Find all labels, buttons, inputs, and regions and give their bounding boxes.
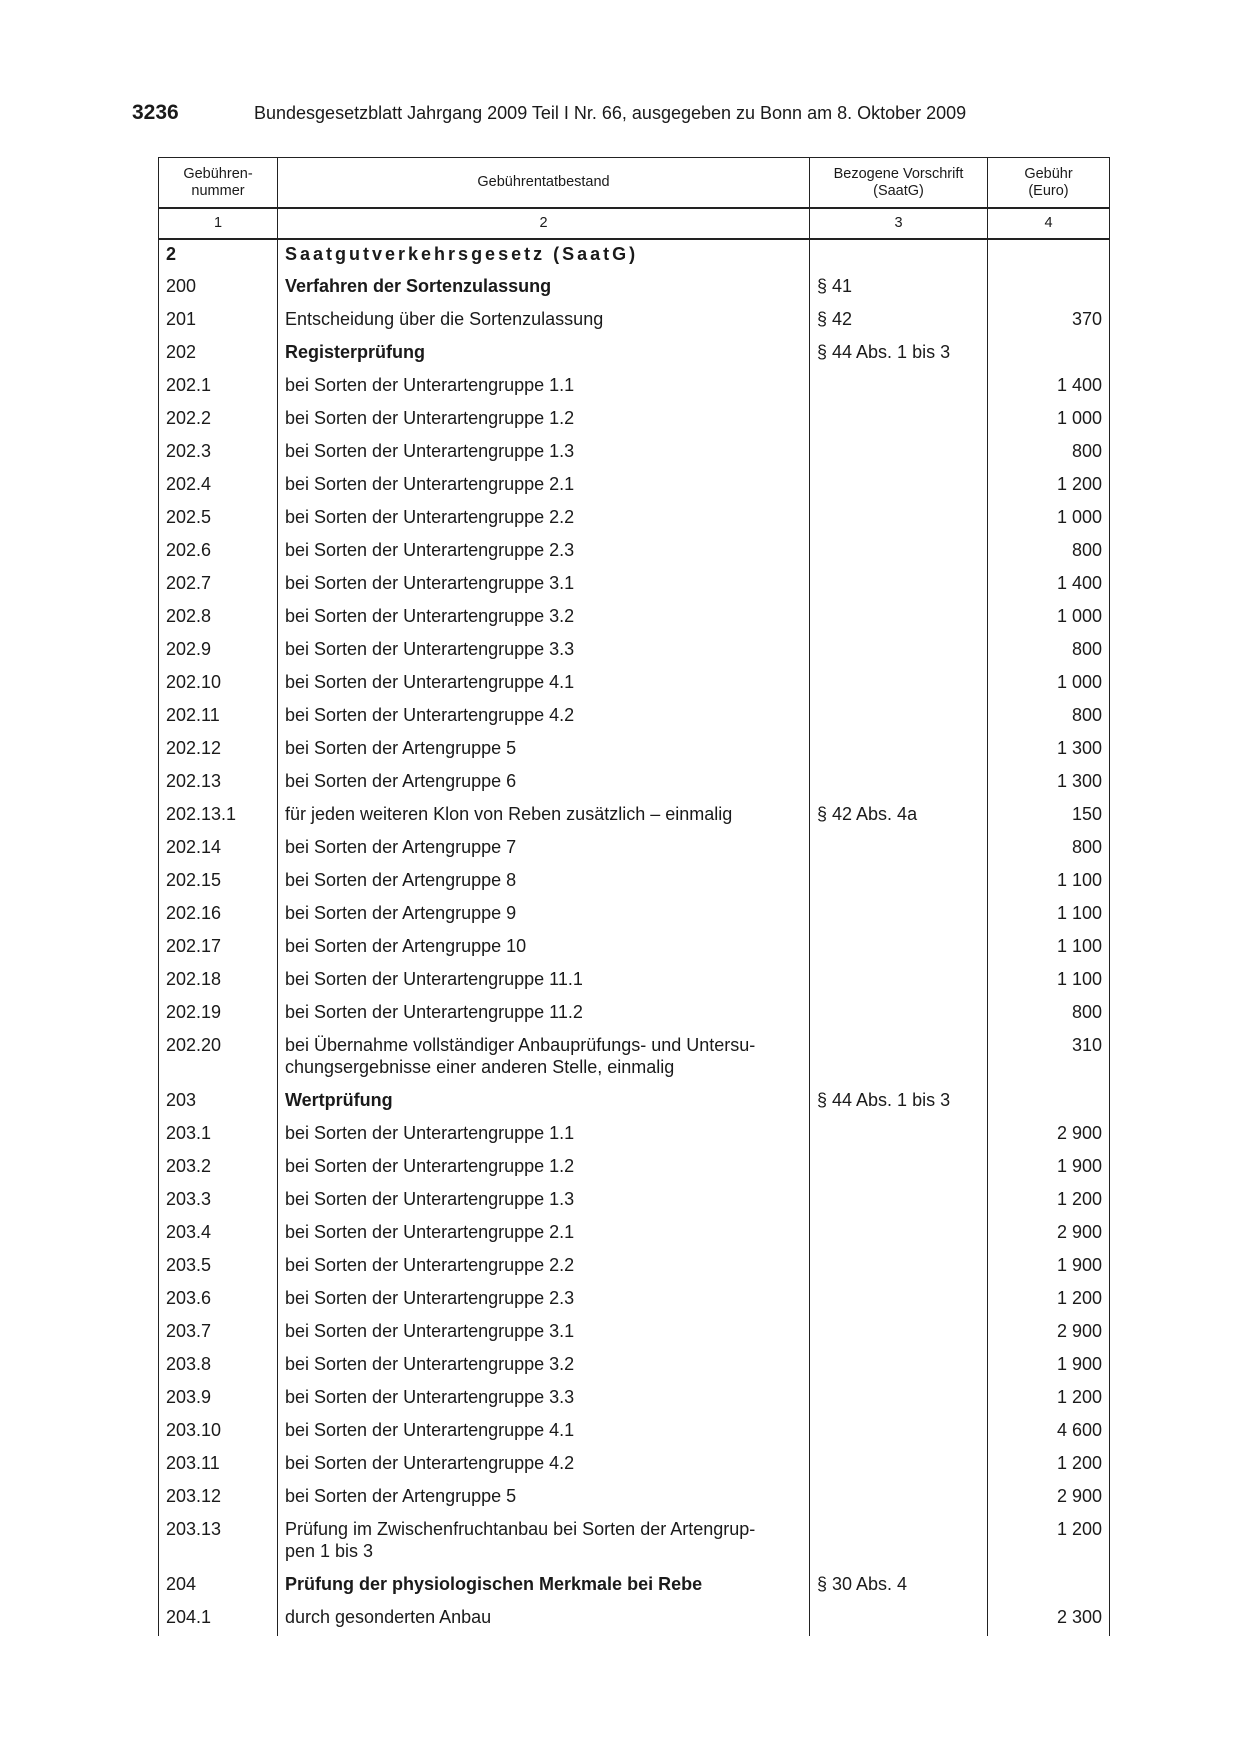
fee-amount-cell: 1 000: [988, 404, 1110, 437]
table-row: [159, 800, 1110, 833]
fee-number-cell: 200: [159, 272, 278, 305]
fee-number-cell: 202.6: [159, 536, 278, 569]
fee-description-cell: Prüfung im Zwischenfruchtanbau bei Sorten der Artengrup- pen 1 bis 3: [278, 1515, 810, 1570]
table-row: [159, 1317, 1110, 1350]
table-row: [159, 305, 1110, 338]
fee-reference-cell: [810, 1251, 988, 1284]
fee-amount-cell: 800: [988, 536, 1110, 569]
fee-number-cell: 202.14: [159, 833, 278, 866]
fee-number-cell: 203.12: [159, 1482, 278, 1515]
fee-number-cell: 202.20: [159, 1031, 278, 1086]
table-header-row: [159, 158, 1110, 209]
fee-description-cell: bei Sorten der Unterartengruppe 4.1: [278, 1416, 810, 1449]
table-row: [159, 1185, 1110, 1218]
fee-amount-cell: 1 900: [988, 1350, 1110, 1383]
fee-reference-cell: [810, 866, 988, 899]
fee-description-cell: bei Sorten der Artengruppe 9: [278, 899, 810, 932]
fee-number-cell: 203: [159, 1086, 278, 1119]
fee-description-cell: bei Sorten der Unterartengruppe 1.1: [278, 371, 810, 404]
fee-description-cell: Verfahren der Sortenzulassung: [278, 272, 810, 305]
fee-reference-cell: [810, 1383, 988, 1416]
fee-number-cell: 202.13.1: [159, 800, 278, 833]
fee-reference-cell: [810, 1416, 988, 1449]
fee-reference-cell: § 30 Abs. 4: [810, 1570, 988, 1603]
table-row: [159, 1515, 1110, 1570]
table-row: [159, 1218, 1110, 1251]
fee-reference-cell: [810, 1119, 988, 1152]
fee-description-cell: bei Sorten der Unterartengruppe 2.3: [278, 536, 810, 569]
fee-description-cell: bei Sorten der Artengruppe 7: [278, 833, 810, 866]
table-row: [159, 1119, 1110, 1152]
fee-reference-cell: [810, 1603, 988, 1636]
table-row: [159, 569, 1110, 602]
table-row: [159, 470, 1110, 503]
fee-reference-cell: [810, 1449, 988, 1482]
table-row: [159, 734, 1110, 767]
column-header-number: [159, 158, 278, 209]
column-number: 4: [988, 208, 1110, 239]
fee-amount-cell: 1 200: [988, 470, 1110, 503]
fee-amount-cell: 1 100: [988, 965, 1110, 998]
fee-amount-cell: 2 900: [988, 1317, 1110, 1350]
fee-amount-cell: [988, 1570, 1110, 1603]
fee-reference-cell: [810, 833, 988, 866]
fee-amount-cell: 800: [988, 833, 1110, 866]
fee-amount-cell: 310: [988, 1031, 1110, 1086]
table-row: [159, 866, 1110, 899]
table-row: [159, 1350, 1110, 1383]
table-row: [159, 998, 1110, 1031]
fee-amount-cell: [988, 239, 1110, 272]
column-header-line: (SaatG): [873, 182, 924, 199]
fee-amount-cell: 1 200: [988, 1449, 1110, 1482]
fee-amount-cell: 800: [988, 437, 1110, 470]
table-row: [159, 503, 1110, 536]
fee-reference-cell: [810, 965, 988, 998]
fee-number-cell: 202.17: [159, 932, 278, 965]
fee-description-cell: Registerprüfung: [278, 338, 810, 371]
fee-reference-cell: [810, 668, 988, 701]
table-row: [159, 833, 1110, 866]
fee-number-cell: 203.7: [159, 1317, 278, 1350]
fee-reference-cell: [810, 1317, 988, 1350]
fee-description-cell: bei Sorten der Unterartengruppe 2.3: [278, 1284, 810, 1317]
fee-amount-cell: 2 900: [988, 1218, 1110, 1251]
fee-number-cell: 202.4: [159, 470, 278, 503]
fee-reference-cell: [810, 734, 988, 767]
fee-description-cell: bei Sorten der Unterartengruppe 4.1: [278, 668, 810, 701]
fee-reference-cell: [810, 239, 988, 272]
fee-description-cell: bei Sorten der Artengruppe 6: [278, 767, 810, 800]
fee-description-cell: bei Sorten der Unterartengruppe 3.2: [278, 602, 810, 635]
fee-reference-cell: [810, 899, 988, 932]
fee-number-cell: 202.3: [159, 437, 278, 470]
table-row: [159, 932, 1110, 965]
fee-reference-cell: [810, 569, 988, 602]
fee-reference-cell: [810, 371, 988, 404]
fee-description-cell: bei Sorten der Artengruppe 5: [278, 734, 810, 767]
table-row: [159, 1449, 1110, 1482]
table-row: [159, 635, 1110, 668]
column-header-line: Gebühr: [1024, 165, 1073, 182]
table-row: [159, 1482, 1110, 1515]
fee-number-cell: 2: [159, 239, 278, 272]
fee-reference-cell: [810, 503, 988, 536]
fee-reference-cell: [810, 1031, 988, 1086]
fee-number-cell: 202.19: [159, 998, 278, 1031]
fee-description-cell: bei Sorten der Unterartengruppe 3.1: [278, 1317, 810, 1350]
fee-reference-cell: § 42: [810, 305, 988, 338]
table-row: [159, 437, 1110, 470]
fee-description-cell: für jeden weiteren Klon von Reben zusätzlich – einmalig: [278, 800, 810, 833]
fee-number-cell: 203.8: [159, 1350, 278, 1383]
fee-reference-cell: [810, 536, 988, 569]
fee-amount-cell: 1 200: [988, 1383, 1110, 1416]
fee-reference-cell: [810, 701, 988, 734]
fee-amount-cell: [988, 1086, 1110, 1119]
fee-number-cell: 203.11: [159, 1449, 278, 1482]
table-row: [159, 1383, 1110, 1416]
fee-reference-cell: [810, 998, 988, 1031]
fee-description-cell: Prüfung der physiologischen Merkmale bei Rebe: [278, 1570, 810, 1603]
fee-number-cell: 203.3: [159, 1185, 278, 1218]
fee-amount-cell: 1 000: [988, 602, 1110, 635]
table-row: [159, 701, 1110, 734]
fee-number-cell: 203.4: [159, 1218, 278, 1251]
fee-amount-cell: 370: [988, 305, 1110, 338]
table-row: [159, 965, 1110, 998]
fee-description-cell: Wertprüfung: [278, 1086, 810, 1119]
fee-description-cell: bei Sorten der Unterartengruppe 1.1: [278, 1119, 810, 1152]
column-header-line: (Euro): [1028, 182, 1069, 199]
fee-reference-cell: [810, 404, 988, 437]
fee-amount-cell: 800: [988, 998, 1110, 1031]
column-header-description: [278, 158, 810, 209]
fee-number-cell: 203.1: [159, 1119, 278, 1152]
column-number: 1: [159, 208, 278, 239]
column-number: 2: [278, 208, 810, 239]
table-row: [159, 1416, 1110, 1449]
fee-number-cell: 204.1: [159, 1603, 278, 1636]
fee-description-cell: bei Übernahme vollständiger Anbauprüfungs- und Untersu- chungsergebnisse einer anderen Stelle, einmalig: [278, 1031, 810, 1086]
column-number-row: [159, 208, 1110, 239]
fee-description-cell: bei Sorten der Unterartengruppe 3.1: [278, 569, 810, 602]
fee-number-cell: 202.12: [159, 734, 278, 767]
fee-number-cell: 202.11: [159, 701, 278, 734]
fee-number-cell: 202.18: [159, 965, 278, 998]
table-row: [159, 602, 1110, 635]
column-header-reference: [810, 158, 988, 209]
fee-description-cell: Saatgutverkehrsgesetz (SaatG): [278, 239, 810, 272]
table-row: [159, 899, 1110, 932]
fee-amount-cell: 1 100: [988, 899, 1110, 932]
table-row: [159, 1284, 1110, 1317]
column-number: 3: [810, 208, 988, 239]
fee-number-cell: 202: [159, 338, 278, 371]
fee-number-cell: 203.5: [159, 1251, 278, 1284]
column-header-line: Gebührentatbestand: [477, 174, 610, 190]
fee-amount-cell: [988, 338, 1110, 371]
fee-amount-cell: [988, 272, 1110, 305]
fee-number-cell: 203.9: [159, 1383, 278, 1416]
fee-reference-cell: [810, 1482, 988, 1515]
fee-amount-cell: 1 400: [988, 371, 1110, 404]
fee-reference-cell: [810, 1350, 988, 1383]
table-row: [159, 1031, 1110, 1086]
fee-description-cell: bei Sorten der Unterartengruppe 3.3: [278, 635, 810, 668]
fee-reference-cell: § 44 Abs. 1 bis 3: [810, 1086, 988, 1119]
fee-amount-cell: 1 000: [988, 503, 1110, 536]
table-row: [159, 1086, 1110, 1119]
fee-amount-cell: 1 300: [988, 734, 1110, 767]
fee-description-cell: Entscheidung über die Sortenzulassung: [278, 305, 810, 338]
fee-description-cell: bei Sorten der Unterartengruppe 11.2: [278, 998, 810, 1031]
fee-number-cell: 202.15: [159, 866, 278, 899]
table-row: [159, 1603, 1110, 1636]
fee-reference-cell: [810, 932, 988, 965]
column-header-line: Gebühren-: [183, 165, 253, 182]
fee-description-cell: bei Sorten der Unterartengruppe 4.2: [278, 701, 810, 734]
fee-amount-cell: 1 100: [988, 866, 1110, 899]
fee-reference-cell: [810, 1284, 988, 1317]
running-head: Bundesgesetzblatt Jahrgang 2009 Teil I Nr. 66, ausgegeben zu Bonn am 8. Oktober 2009: [254, 103, 967, 123]
fee-amount-cell: 4 600: [988, 1416, 1110, 1449]
fee-amount-cell: 1 300: [988, 767, 1110, 800]
table-row: [159, 371, 1110, 404]
table-row: [159, 239, 1110, 272]
fee-reference-cell: [810, 1218, 988, 1251]
fee-description-cell: bei Sorten der Unterartengruppe 3.2: [278, 1350, 810, 1383]
fee-amount-cell: 1 200: [988, 1185, 1110, 1218]
fee-description-cell: bei Sorten der Unterartengruppe 1.2: [278, 1152, 810, 1185]
fee-description-cell: bei Sorten der Unterartengruppe 1.3: [278, 1185, 810, 1218]
table-row: [159, 1251, 1110, 1284]
fee-description-cell: bei Sorten der Unterartengruppe 2.2: [278, 1251, 810, 1284]
fee-amount-cell: 1 400: [988, 569, 1110, 602]
fee-number-cell: 203.10: [159, 1416, 278, 1449]
table-row: [159, 1152, 1110, 1185]
fee-rows: [159, 239, 1110, 1636]
fee-amount-cell: 2 900: [988, 1119, 1110, 1152]
fee-amount-cell: 1 900: [988, 1251, 1110, 1284]
fee-reference-cell: [810, 767, 988, 800]
fee-number-cell: 203.2: [159, 1152, 278, 1185]
fee-description-cell: bei Sorten der Unterartengruppe 1.3: [278, 437, 810, 470]
fee-reference-cell: [810, 1185, 988, 1218]
fee-number-cell: 203.13: [159, 1515, 278, 1570]
fee-description-cell: bei Sorten der Artengruppe 5: [278, 1482, 810, 1515]
fee-description-cell: bei Sorten der Unterartengruppe 11.1: [278, 965, 810, 998]
fee-description-cell: bei Sorten der Unterartengruppe 2.1: [278, 1218, 810, 1251]
fee-description-cell: bei Sorten der Unterartengruppe 2.2: [278, 503, 810, 536]
fee-number-cell: 202.7: [159, 569, 278, 602]
fee-description-cell: bei Sorten der Unterartengruppe 1.2: [278, 404, 810, 437]
table-row: [159, 404, 1110, 437]
fee-amount-cell: 800: [988, 701, 1110, 734]
fee-amount-cell: 1 200: [988, 1515, 1110, 1570]
fee-reference-cell: § 44 Abs. 1 bis 3: [810, 338, 988, 371]
column-header-fee: [988, 158, 1110, 209]
fee-number-cell: 202.1: [159, 371, 278, 404]
column-header-line: nummer: [191, 182, 245, 199]
table-row: [159, 668, 1110, 701]
fee-number-cell: 202.9: [159, 635, 278, 668]
table-row: [159, 536, 1110, 569]
table-row: [159, 1570, 1110, 1603]
fee-number-cell: 202.16: [159, 899, 278, 932]
page-number: 3236: [132, 101, 179, 124]
fee-amount-cell: 2 300: [988, 1603, 1110, 1636]
fee-reference-cell: [810, 1152, 988, 1185]
fee-number-cell: 202.2: [159, 404, 278, 437]
fee-number-cell: 202.5: [159, 503, 278, 536]
fee-description-cell: bei Sorten der Artengruppe 10: [278, 932, 810, 965]
fee-amount-cell: 1 000: [988, 668, 1110, 701]
fee-number-cell: 204: [159, 1570, 278, 1603]
fee-reference-cell: [810, 1515, 988, 1570]
fee-reference-cell: [810, 470, 988, 503]
fee-reference-cell: § 41: [810, 272, 988, 305]
fee-description-cell: bei Sorten der Unterartengruppe 3.3: [278, 1383, 810, 1416]
fee-number-cell: 202.10: [159, 668, 278, 701]
fee-reference-cell: [810, 437, 988, 470]
fee-number-cell: 203.6: [159, 1284, 278, 1317]
column-header-line: Bezogene Vorschrift: [833, 165, 964, 182]
fee-amount-cell: 1 200: [988, 1284, 1110, 1317]
fee-amount-cell: 1 100: [988, 932, 1110, 965]
fee-amount-cell: 2 900: [988, 1482, 1110, 1515]
table-row: [159, 338, 1110, 371]
fee-amount-cell: 1 900: [988, 1152, 1110, 1185]
fee-amount-cell: 150: [988, 800, 1110, 833]
fee-description-cell: bei Sorten der Unterartengruppe 4.2: [278, 1449, 810, 1482]
fee-description-cell: bei Sorten der Unterartengruppe 2.1: [278, 470, 810, 503]
fee-reference-cell: [810, 602, 988, 635]
table-row: [159, 272, 1110, 305]
fee-amount-cell: 800: [988, 635, 1110, 668]
fee-number-cell: 202.8: [159, 602, 278, 635]
fee-reference-cell: § 42 Abs. 4a: [810, 800, 988, 833]
fee-reference-cell: [810, 635, 988, 668]
fee-number-cell: 202.13: [159, 767, 278, 800]
table-row: [159, 767, 1110, 800]
fee-description-cell: durch gesonderten Anbau: [278, 1603, 810, 1636]
fee-number-cell: 201: [159, 305, 278, 338]
fee-description-cell: bei Sorten der Artengruppe 8: [278, 866, 810, 899]
fee-table: [158, 157, 1110, 1636]
